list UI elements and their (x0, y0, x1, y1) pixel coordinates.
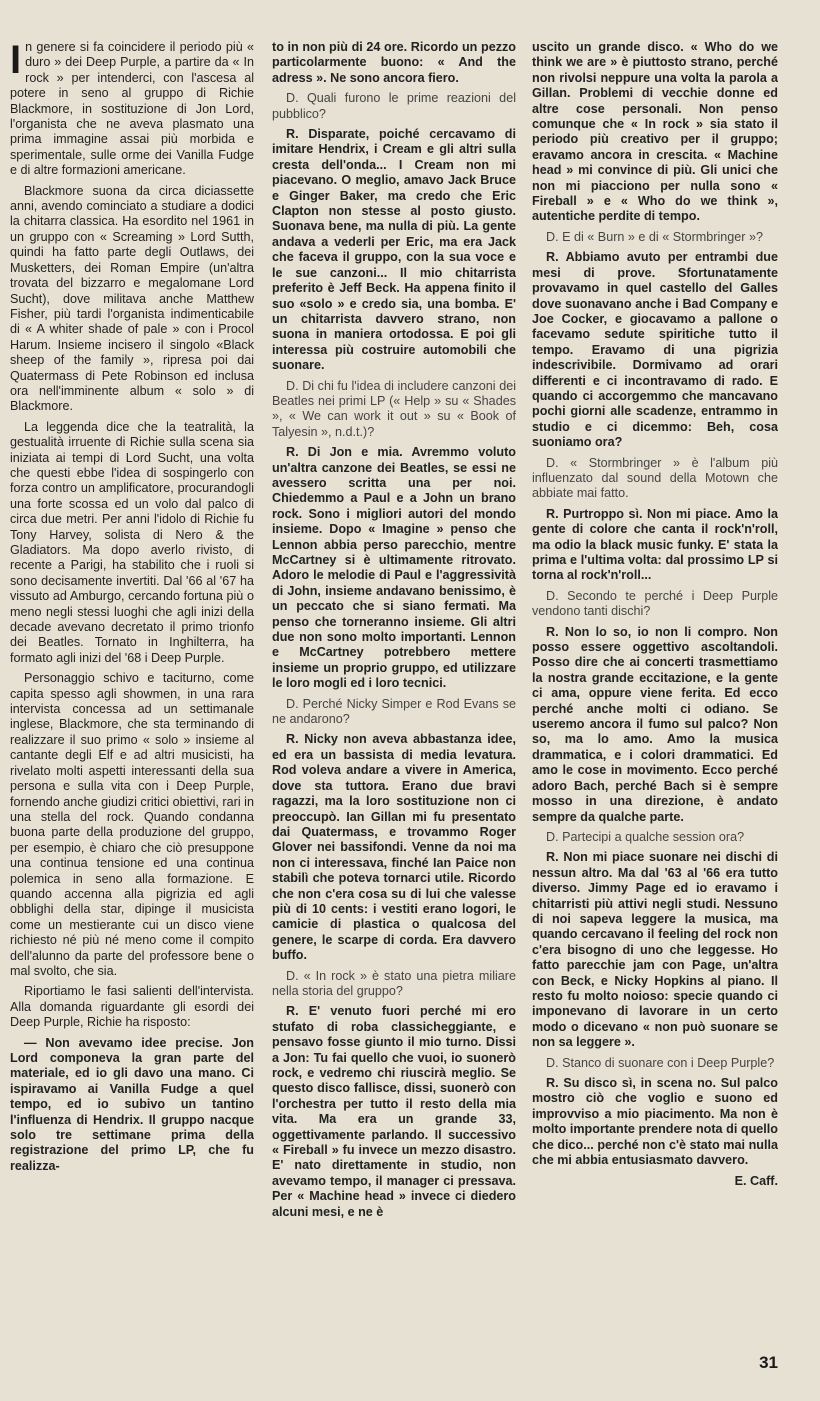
column-1 (10, 40, 254, 1351)
answer-paragraph: — Non avevamo idee precise. Jon Lord componeva la gran parte del materiale, ed io gli davo una mano. Ci ispiravamo ai Vanilla Fudge a quel tempo, ed io subivo un tantino l'influenza di Hendrix. Il gruppo nacque solo tre settimane prima della registrazione del primo LP, che fu realizza- (10, 1035, 254, 1173)
author-signature: E. Caff. (734, 1174, 778, 1189)
question-paragraph: D. Perché Nicky Simper e Rod Evans se ne andarono? (272, 696, 516, 727)
question-paragraph: D. « Stormbringer » è l'album più influenzato dal sound della Motown che abbiate mai fatto. (532, 455, 778, 501)
answer-paragraph: R. Non lo so, io non li compro. Non posso essere oggettivo ascoltandoli. Posso dire che ai concerti trasmettiamo la nostra grande eccitazione, e la gente ci ama, oppure viene ferita. Ed ecco perché anche molti ci odiano. Se useremo ancora il fumo sul palco? Non so, ma lo amo. Amo la musica drammatica, e i colori drammatici. Ed amo le cose in movimento. Ecco perché adoro Bach, perché Bach si è sempre mosso in una direzione, è andato sempre da qualche parte. (532, 624, 778, 824)
answer-paragraph: R. Abbiamo avuto per entrambi due mesi di prove. Sfortunatamente provavamo in quel castello del Galles dove suonavano anche i Bad Company e Joe Cocker, e giocavamo a pallone o facevamo sedute spiritiche tutto il tempo. Eravamo di una pigrizia indescrivibile. Dormivamo ad orari differenti e ci incontravamo di rado. E quando ci accorgemmo che mancavano pochi giorni alle scadenze, entrammo in studio e ci dicemmo: Beh, cosa suoniamo ora? (532, 250, 778, 450)
answer-paragraph: R. Nicky non aveva abbastanza idee, ed era un bassista di media levatura. Rod voleva andare a vivere in America, dove sta tuttora. Erano due bravi ragazzi, ma la loro sostituzione non ci preoccupò. Ian Gillan mi fu presentato dai Quatermass, e trovammo Roger Glover nei bassifondi. Venne da noi ma non ci interessava, finché Ian Paice non stabilì che poteva tornarci utile. Ricordo che non c'era cosa su di lui che valesse più di 10 cents: i vestiti erano logori, le camicie di plastica o qualcosa del genere, le scarpe di corda. Era davvero buffo. (272, 732, 516, 963)
body-paragraph: La leggenda dice che la teatralità, la gestualità irruente di Richie sulla scena sia iniziata ai tempi di Lord Sucht, una volta che questi ebbe l'idea di sospingerlo con forza contro un amplificatore, procurandogli una forte scossa ed un volo dal palco di circa due metri. Per anni l'idolo di Richie fu Tony Harvey, solista di Nero & the Gladiators. Ma dopo averlo rivisto, di recente a Parigi, ha stabilito che i ruoli si sono decisamente invertiti. Dal '66 al '67 ha vissuto ad Amburgo, cercando fortuna più o meno negli stessi luoghi che agli inizi della decade avevano decretato il primo trionfo dei Beatles. Tornato in Inghilterra, ha formato agli inizi del '68 i Deep Purple. (10, 419, 254, 665)
column-2 (272, 40, 516, 1351)
question-paragraph: D. Partecipi a qualche session ora? (546, 829, 745, 844)
drop-cap: I (10, 40, 22, 82)
intro-paragraph: In genere si fa coincidere il periodo più « duro » dei Deep Purple, a partire da « In rock » per intenderci, con l'ascesa al potere in seno al gruppo di Richie Blackmore, in sostituzione di Jon Lord, l'organista che ne aveva plasmato una prima immagine assai più morbida e sperimentale, sulle orme dei Vanilla Fudge e di altre formazioni americane. (10, 40, 254, 178)
answer-paragraph: uscito un grande disco. « Who do we think we are » è piuttosto strano, perché non rivolsi neppure una volta la parola a Gillan. Problemi di vecchie donne ed altre cose personali. Non penso comunque che « In rock » sia stato il periodo più creativo per il gruppo; eravamo ancora in crescita. « Machine head » mi convince di più. Gli unici che non mi piacciono per nulla sono « Fireball » e « Who do we think », autentiche perdite di tempo. (532, 40, 778, 224)
question-paragraph: D. Di chi fu l'idea di includere canzoni dei Beatles nei primi LP (« Help » su « Shades », « We can work it out » su « Book of Talyesin », n.d.t.)? (272, 378, 516, 439)
page-number: 31 (759, 1353, 778, 1372)
body-paragraph: Blackmore suona da circa diciassette anni, avendo cominciato a studiare a dodici la chitarra classica. Ha esordito nel 1961 in un gruppo con « Screaming » Lord Sutth, quindi ha fatto parte degli Outlaws, dei Musketters, dei Roman Empire (un'altra trovata del bizzarro e megalomane Lord Sucht), dove militava anche Matthew Fisher, più tardi l'organista indimenticabile di « A whiter shade of pale » con i Procol Harum. Insieme incisero il singolo «Black sheep of the family », ripresa poi dai Quatermass di Pete Robinson ed inclusa ora nell'imminente album « solo » di Blackmore. (10, 183, 254, 414)
answer-paragraph: to in non più di 24 ore. Ricordo un pezzo particolarmente buono: « And the adress ». Ne sono ancora fiero. (272, 40, 516, 85)
question-paragraph: D. E di « Burn » e di « Stormbringer »? (546, 229, 764, 244)
question-paragraph: D. Quali furono le prime reazioni del pubblico? (272, 91, 516, 121)
question-paragraph: D. Secondo te perché i Deep Purple vendono tanti dischi? (532, 588, 778, 619)
question-paragraph: D. Stanco di suonare con i Deep Purple? (546, 1055, 775, 1070)
answer-paragraph: R. Purtroppo sì. Non mi piace. Amo la gente di colore che canta il rock'n'roll, ma odio la black music funky. E' stata la prima e l'ultima volta: dal prossimo LP si torna al rock'n'roll... (532, 506, 778, 583)
answer-paragraph: R. Di Jon e mia. Avremmo voluto un'altra canzone dei Beatles, se essi ne avessero scritta una per noi. Chiedemmo a Paul e a John un brano rock. Sono i migliori autori del mondo insieme. Dopo « Imagine » penso che Lennon abbia perso parecchio, mentre McCartney si è ultimamente ritrovato. Adoro le melodie di Paul e l'aggressività di John, insieme andavano benissimo, è un peccato che si siano fermati. Ma penso che torneranno insieme. Gli altri due non sono molto importanti. Lennon e McCartney potrebbero mettere insieme un proprio gruppo, ed utilizzare le loro mogli ed i loro tecnici. (272, 445, 516, 691)
question-paragraph: D. « In rock » è stato una pietra miliare nella storia del gruppo? (272, 968, 516, 998)
body-paragraph: Personaggio schivo e taciturno, come capita spesso agli showmen, in una rara intervista concessa ad un settimanale inglese, Blackmore, che sta terminando di realizzare il suo primo « solo » insieme al cantante degli Elf e ad altri musicisti, ha rivelato molti aspetti interessanti della sua persona e sulla vita con i Deep Purple, fornendo anche giudizi critici obiettivi, rari in una stella del rock. Quando condanna buona parte della produzione del gruppo, per esempio, è chiaro che ciò presuppone una continua tensione ed una continua polemica in seno alla formazione. E quando accenna alla pigrizia ed agli obblighi della star, dipinge il musicista come un mestierante cui un disco viene richiesto né più né meno come il compito dell'alunno da parte del professore bene o mal svolto, che sia. (10, 671, 254, 978)
body-paragraph: Riportiamo le fasi salienti dell'intervista. Alla domanda riguardante gli esordi dei Deep Purple, Richie ha risposto: (10, 984, 254, 1030)
answer-paragraph: R. Disparate, poiché cercavamo di imitare Hendrix, i Cream e gli altri sulla cresta dell'onda... I Cream non mi piacevano. O meglio, amavo Jack Bruce e Ginger Baker, ma credo che Eric Clapton non stesse al posto giusto. Suonava bene, ma nulla di più. La gente andava a vederli per Eric, ma era Jack che faceva il gruppo, con la sua voce e le sue canzoni... Il mio chitarrista preferito è Jeff Beck. Ha appena finito il suo «solo » e credo sia, una bomba. E' un chitarrista davvero strano, non suona in maniera ortodossa. E poi gli interessa più costruire automobili che suonare. (272, 127, 516, 373)
answer-paragraph: R. Non mi piace suonare nei dischi di nessun altro. Ma dal '63 al '66 era tutto diverso. Jimmy Page ed io eravamo i chitarristi più attivi negli studi. Nessuno di noi sapeva leggere la musica, ma quando cercavano il feeling del rock non c'era bisogno di uno che leggesse. Ho fatto parecchie jam con Page, un'altra con Beck, e Nicky Hopkins al piano. Il resto fu molto noioso: specie quando ci imponevano di lavorare in un certo modo o dicevano « non può suonare se non sa leggere ». (532, 850, 778, 1050)
answer-paragraph: R. Su disco sì, in scena no. Sul palco mostro ciò che voglio e suono ed improvviso a mio piacimento. Ma non è molto importante prendere nota di quello che dico... perché non c'è stato mai nulla che mi abbia entusiasmato davvero. (532, 1076, 778, 1168)
answer-paragraph: R. E' venuto fuori perché mi ero stufato di roba classicheggiante, e pensavo fosse giunto il mio turno. Dissi a Jon: Tu fai quello che vuoi, io suonerò rock, e vedremo chi riuscirà meglio. Se questo disco fallisce, dissi, suonerò con l'orchestra per tutto il resto della mia vita. Ma era un grande 33, oggettivamente parlando. Il successivo « Fireball » fu invece un mezzo disastro. E' nato direttamente in studio, non avevamo tempo, il manager ci pressava. Per « Machine head » invece ci diedero alcuni mesi, e ne è (272, 1004, 516, 1219)
column-3 (532, 40, 778, 1351)
